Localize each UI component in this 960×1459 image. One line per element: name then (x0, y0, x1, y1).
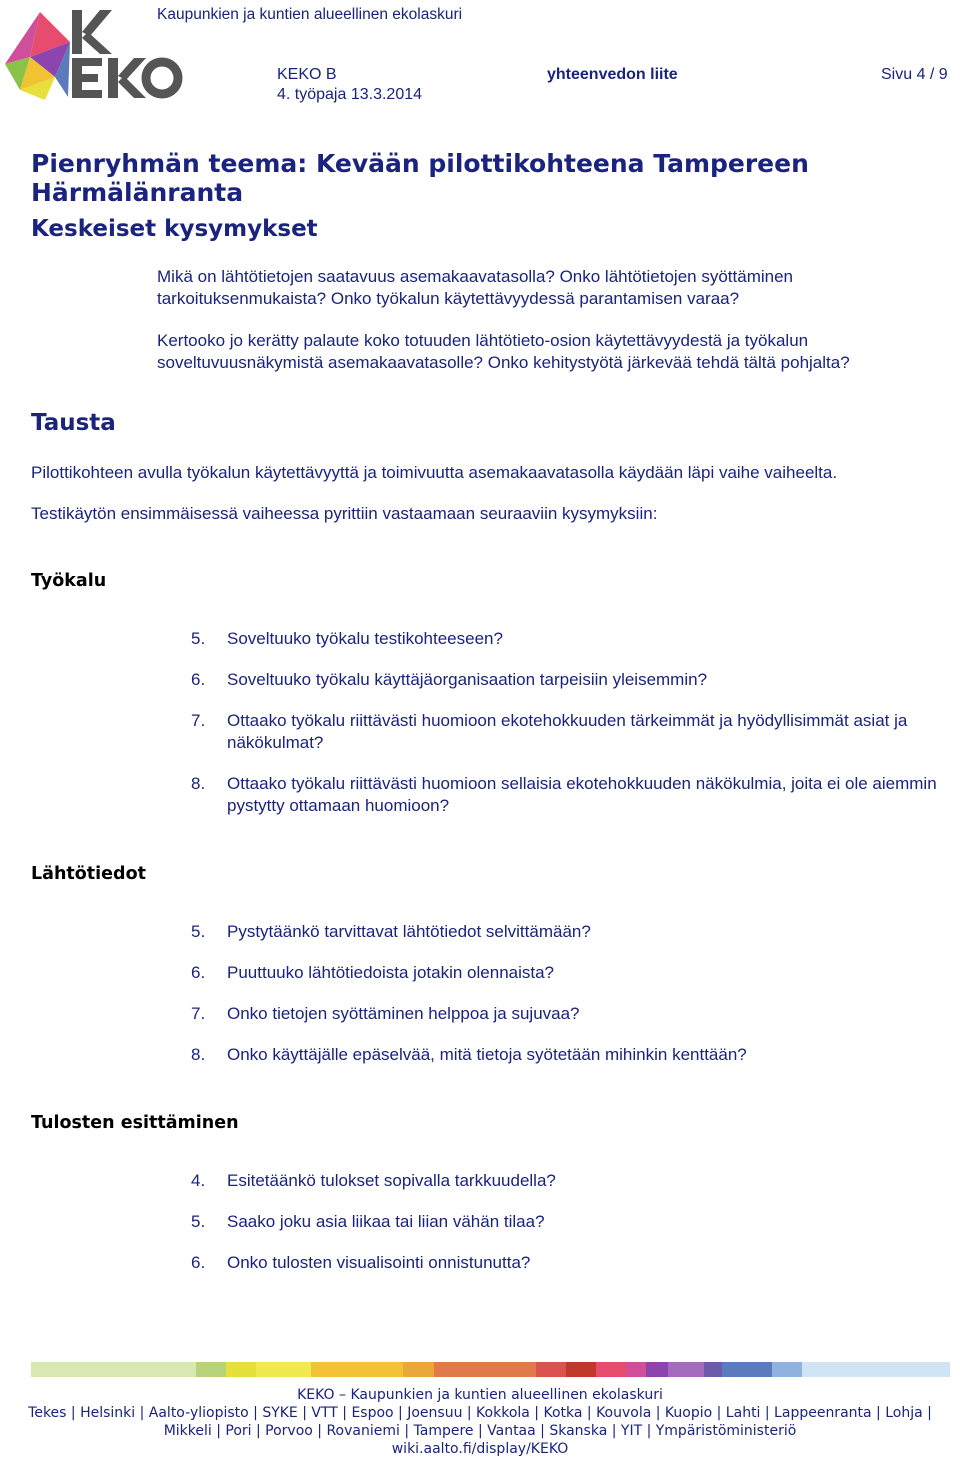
list-item-number: 8. (191, 1045, 206, 1064)
section-heading-tool: Työkalu (31, 571, 107, 591)
header-organization: Kaupunkien ja kuntien alueellinen ekolaskuri (157, 6, 463, 23)
list-item-number: 7. (191, 711, 206, 730)
page-title: Pienryhmän teema: Kevään pilottikohteena Tampereen Härmälänranta (31, 149, 809, 207)
color-bar-segment (668, 1362, 704, 1377)
list-item-number: 6. (191, 1253, 206, 1272)
list-item-number: 7. (191, 1004, 206, 1023)
list-item-number: 5. (191, 1212, 206, 1231)
results-question-list (191, 1170, 956, 1293)
color-bar-segment (403, 1362, 433, 1377)
list-item-text: Esitetäänkö tulokset sopivalla tarkkuudella? (227, 1171, 556, 1190)
list-item-text: Pystytäänkö tarvittavat lähtötiedot selvittämään? (227, 922, 591, 941)
key-questions-heading: Keskeiset kysymykset (31, 216, 318, 242)
list-item (191, 773, 956, 817)
list-item-number: 5. (191, 629, 206, 648)
list-item-text: Soveltuuko työkalu testikohteeseen? (227, 629, 503, 648)
list-item-number: 6. (191, 963, 206, 982)
list-item (191, 1003, 956, 1025)
list-item-number: 4. (191, 1171, 206, 1190)
section-heading-source-data: Lähtötiedot (31, 864, 146, 884)
background-paragraph: Testikäytön ensimmäisessä vaiheessa pyrittiin vastaamaan seuraaviin kysymyksiin: (31, 504, 658, 523)
footer-partners-line-2: Mikkeli | Pori | Porvoo | Rovaniemi | Tampere | Vantaa | Skanska | YIT | Ympäristöministeriö (163, 1423, 797, 1439)
footer-color-bar (31, 1362, 950, 1377)
section-heading-results: Tulosten esittäminen (31, 1113, 239, 1133)
color-bar-segment (196, 1362, 226, 1377)
background-heading: Tausta (31, 410, 116, 436)
header-page-number: Sivu 4 / 9 (881, 66, 948, 83)
list-item (191, 628, 956, 650)
tool-question-list (191, 628, 956, 836)
color-bar-segment (31, 1362, 196, 1377)
list-item (191, 1252, 956, 1274)
header-document-code: KEKO B (277, 66, 337, 83)
list-item-text: Soveltuuko työkalu käyttäjäorganisaation tarpeisiin yleisemmin? (227, 670, 708, 689)
list-item (191, 1044, 956, 1066)
color-bar-segment (802, 1362, 950, 1377)
color-bar-segment (566, 1362, 596, 1377)
header-event-date: 4. työpaja 13.3.2014 (277, 86, 423, 103)
color-bar-segment (311, 1362, 403, 1377)
list-item-text: Onko tietojen syöttäminen helppoa ja sujuvaa? (227, 1004, 580, 1023)
background-paragraph: Pilottikohteen avulla työkalun käytettävyyttä ja toimivuutta asemakaavatasolla käydään läpi vaihe vaiheelta. (31, 463, 838, 482)
color-bar-segment (772, 1362, 802, 1377)
color-bar-segment (722, 1362, 772, 1377)
footer-title: KEKO – Kaupunkien ja kuntien alueellinen ekolaskuri (297, 1387, 663, 1403)
list-item-number: 6. (191, 670, 206, 689)
color-bar-segment (704, 1362, 722, 1377)
color-bar-segment (536, 1362, 566, 1377)
footer-url: wiki.aalto.fi/display/KEKO (391, 1441, 569, 1457)
header-document-title: yhteenvedon liite (547, 66, 678, 83)
list-item (191, 921, 956, 943)
list-item-text: Puuttuuko lähtötiedoista jotakin olennaista? (227, 963, 555, 982)
list-item (191, 710, 956, 754)
list-item-number: 8. (191, 774, 206, 793)
footer-partners-line-1: Tekes | Helsinki | Aalto-yliopisto | SYKE | VTT | Espoo | Joensuu | Kokkola | Kotka | Kouvola | Kuopio | Lahti | Lappeenranta | Lohja | (28, 1405, 932, 1421)
key-question-paragraph: Kertooko jo kerätty palaute koko totuuden lähtötieto-osion käytettävyydestä ja työkalun soveltuvuusnäkymistä asemakaavatasolle? Onko kehitystyötä järkevää tehdä tältä pohjalta? (157, 331, 850, 372)
list-item-text: Ottaako työkalu riittävästi huomioon ekotehokkuuden tärkeimmät ja hyödyllisimmät asiat ja näkökulmat? (227, 711, 908, 752)
key-question-paragraph: Mikä on lähtötietojen saatavuus asemakaavatasolla? Onko lähtötietojen syöttäminen tarkoituksenmukaista? Onko työkalun käytettävyydessä parantamisen varaa? (157, 267, 793, 308)
color-bar-segment (226, 1362, 256, 1377)
list-item (191, 1170, 956, 1192)
color-bar-segment (646, 1362, 668, 1377)
list-item-text: Onko käyttäjälle epäselvää, mitä tietoja syötetään mihinkin kenttään? (227, 1045, 747, 1064)
list-item-text: Onko tulosten visualisointi onnistunutta? (227, 1253, 531, 1272)
list-item-text: Saako joku asia liikaa tai liian vähän tilaa? (227, 1212, 545, 1231)
source-data-question-list (191, 921, 956, 1085)
color-bar-segment (596, 1362, 626, 1377)
list-item (191, 962, 956, 984)
color-bar-segment (626, 1362, 646, 1377)
color-bar-segment (256, 1362, 311, 1377)
color-bar-segment (434, 1362, 536, 1377)
list-item (191, 1211, 956, 1233)
list-item-number: 5. (191, 922, 206, 941)
list-item (191, 669, 956, 691)
list-item-text: Ottaako työkalu riittävästi huomioon sellaisia ekotehokkuuden näkökulmia, joita ei ole aiemmin pystytty ottamaan huomioon? (227, 774, 937, 815)
